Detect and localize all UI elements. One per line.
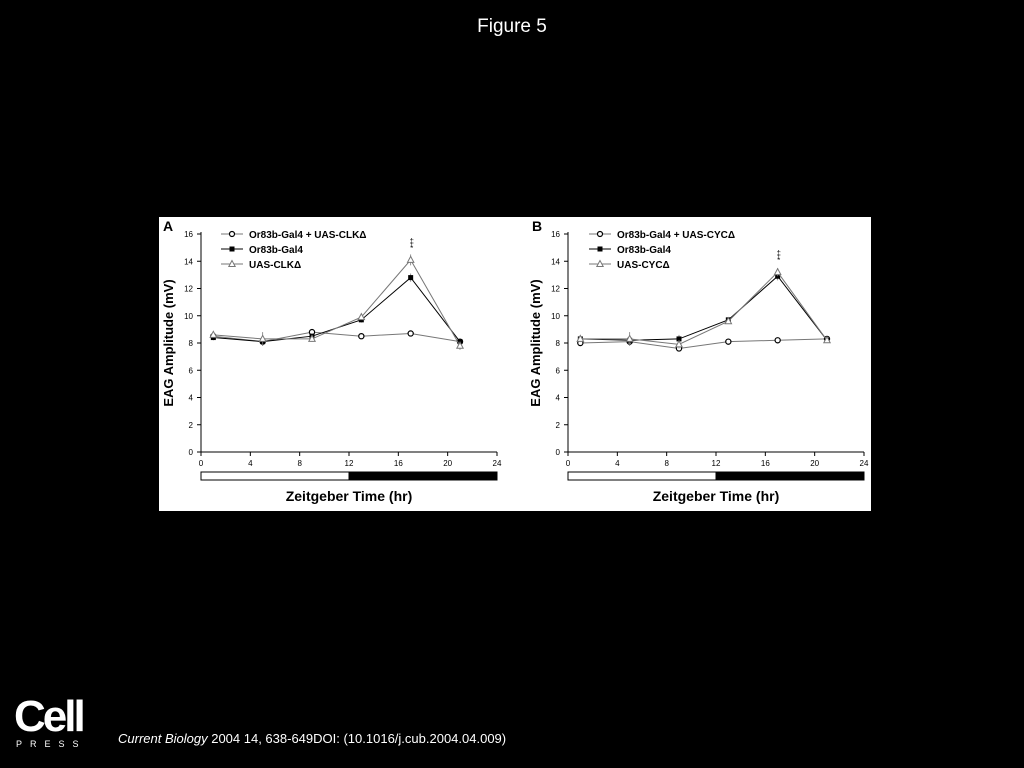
legend-label: UAS-CYCΔ xyxy=(617,260,670,271)
data-point xyxy=(726,339,731,344)
y-tick-label: 4 xyxy=(555,393,560,403)
legend-label: Or83b-Gal4 xyxy=(617,245,671,256)
y-tick-label: 6 xyxy=(555,366,560,376)
logo-word: Cell xyxy=(14,692,83,741)
light-period-bar xyxy=(201,472,349,480)
y-tick-label: 0 xyxy=(188,448,193,457)
light-period-bar xyxy=(568,472,716,480)
data-point xyxy=(359,334,364,339)
legend-marker xyxy=(230,232,235,237)
y-tick-label: 12 xyxy=(184,284,193,294)
legend-label: UAS-CLKΔ xyxy=(249,260,302,271)
y-tick-label: 10 xyxy=(551,311,560,321)
legend-marker xyxy=(230,247,235,252)
x-tick-label: 16 xyxy=(393,459,403,468)
y-tick-label: 8 xyxy=(188,339,193,348)
y-tick-label: 12 xyxy=(551,284,560,294)
x-tick-label: 4 xyxy=(615,459,620,468)
y-tick-label: 16 xyxy=(551,230,560,239)
y-tick-label: 14 xyxy=(551,257,560,267)
data-point xyxy=(408,331,413,336)
y-tick-label: 2 xyxy=(555,420,560,430)
y-tick-label: 6 xyxy=(188,366,193,376)
x-tick-label: 8 xyxy=(664,459,669,468)
y-tick-label: 10 xyxy=(184,311,193,321)
x-tick-label: 8 xyxy=(297,459,302,468)
chart-panel-a xyxy=(161,218,502,504)
x-tick-label: 24 xyxy=(859,459,869,468)
panel-label: A xyxy=(163,218,174,234)
x-tick-label: 12 xyxy=(344,459,354,468)
series-line xyxy=(213,278,460,342)
x-tick-label: 20 xyxy=(443,459,453,468)
significance-marker: ‡ xyxy=(776,249,781,259)
legend-label: Or83b-Gal4 + UAS-CLKΔ xyxy=(249,230,367,241)
slide-title: Figure 5 xyxy=(477,16,547,37)
dark-period-bar xyxy=(349,472,497,480)
y-axis-label: EAG Amplitude (mV) xyxy=(528,279,543,407)
data-point xyxy=(408,275,413,280)
legend-marker xyxy=(598,232,603,237)
logo-subword: PRESS xyxy=(16,739,87,749)
x-tick-label: 0 xyxy=(565,459,571,468)
series-line xyxy=(213,260,460,346)
legend-marker xyxy=(598,247,603,252)
y-tick-label: 14 xyxy=(184,257,193,267)
x-axis-label: Zeitgeber Time (hr) xyxy=(285,488,413,504)
figure-svg xyxy=(159,217,871,511)
y-axis-label: EAG Amplitude (mV) xyxy=(161,279,176,407)
x-axis-label: Zeitgeber Time (hr) xyxy=(652,488,780,504)
panel-label: B xyxy=(532,218,543,234)
x-tick-label: 0 xyxy=(198,459,204,468)
dark-period-bar xyxy=(716,472,864,480)
citation-journal: Current Biology xyxy=(118,731,208,746)
y-tick-label: 16 xyxy=(184,230,193,239)
legend-label: Or83b-Gal4 + UAS-CYCΔ xyxy=(617,230,736,241)
series-line xyxy=(580,276,827,340)
y-tick-label: 0 xyxy=(555,448,560,457)
data-point xyxy=(774,269,780,275)
x-tick-label: 20 xyxy=(810,459,820,468)
x-tick-label: 16 xyxy=(760,459,770,468)
citation xyxy=(118,731,506,746)
x-tick-label: 4 xyxy=(248,459,253,468)
x-tick-label: 12 xyxy=(711,459,721,468)
significance-marker: * xyxy=(410,243,414,253)
significance-marker: * xyxy=(777,256,781,266)
chart-panel-b xyxy=(528,218,869,504)
series-line xyxy=(580,272,827,344)
significance-marker: ‡ xyxy=(409,236,414,246)
legend-label: Or83b-Gal4 xyxy=(249,245,303,256)
cell-press-logo xyxy=(14,692,94,750)
x-tick-label: 24 xyxy=(492,459,502,468)
y-tick-label: 2 xyxy=(188,420,193,430)
data-point xyxy=(407,256,413,262)
figure-panel xyxy=(159,217,871,511)
citation-details: 2004 14, 638-649DOI: (10.1016/j.cub.2004.04.009) xyxy=(207,731,507,746)
data-point xyxy=(775,338,780,343)
y-tick-label: 8 xyxy=(555,339,560,348)
y-tick-label: 4 xyxy=(188,393,193,403)
